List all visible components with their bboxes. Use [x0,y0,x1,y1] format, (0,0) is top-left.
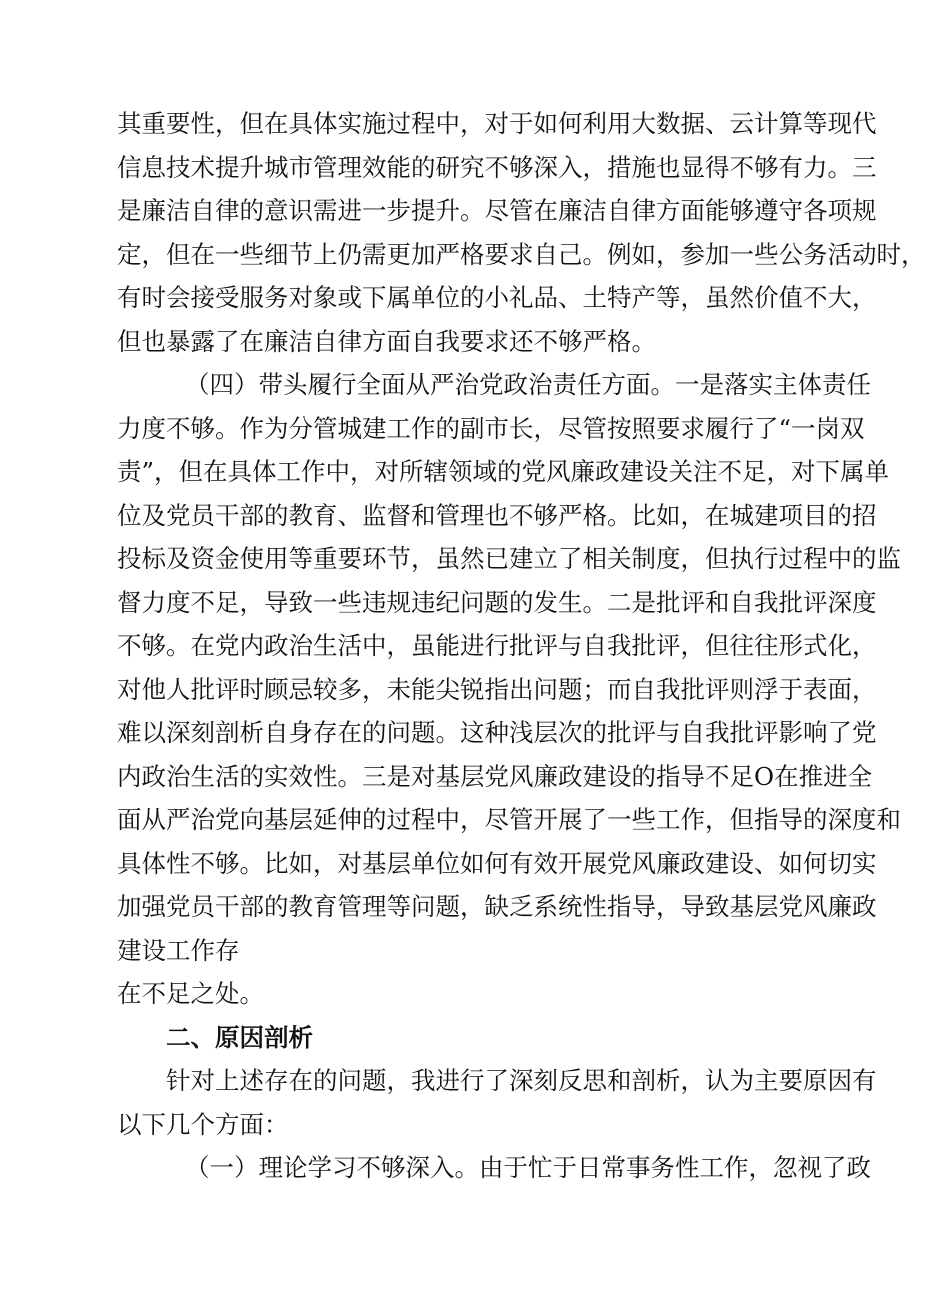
section-heading: 二、原因剖析 [166,1022,313,1052]
text-line: 投标及资金使用等重要环节，虽然已建立了相关制度，但执行过程中的监 [117,544,901,573]
text-line: 是廉洁自律的意识需进一步提升。尽管在廉洁自律方面能够遵守各项规 [117,196,877,225]
text-line: 面从严治党向基层延伸的过程中，尽管开展了一些工作，但指导的深度和 [117,805,901,834]
text-line: 具体性不够。比如，对基层单位如何有效开展党风廉政建设、如何切实 [117,848,877,878]
text-line: 力度不够。作为分管城建工作的副市长，尽管按照要求履行了“一岗双 [117,413,865,443]
document-body [117,102,926,1190]
text-line: 但也暴露了在廉洁自律方面自我要求还不够严格。 [117,326,656,356]
text-line: 对他人批评时顾忌较多，未能尖锐指出问题；而自我批评则浮于表面， [117,674,877,704]
text-line: 有时会接受服务对象或下属单位的小礼品、土特产等，虽然价值不大， [117,283,877,312]
text-line: 信息技术提升城市管理效能的研究不够深入，措施也显得不够有力。三 [117,152,877,182]
paragraph-start-line: （四）带头履行全面从严治党政治责任方面。一是落实主体责任 [185,370,871,399]
text-line: 不够。在党内政治生活中，虽能进行批评与自我批评，但往往形式化， [117,631,877,660]
paragraph-start-line: （一）理论学习不够深入。由于忙于日常事务性工作，忽视了政 [185,1153,871,1182]
text-line: 加强党员干部的教育管理等问题，缺乏系统性指导，导致基层党风廉政 [117,892,877,921]
text-line: 责”，但在具体工作中，对所辖领域的党风廉政建设关注不足，对下属单 [117,457,890,486]
paragraph-start-line: 针对上述存在的问题，我进行了深刻反思和剖析，认为主要原因有 [166,1066,877,1095]
text-line: 督力度不足，导致一些违规违纪问题的发生。二是批评和自我批评深度 [117,587,877,617]
text-line: 定，但在一些细节上仍需更加严格要求自己。例如，参加一些公务活动时， [117,239,926,269]
text-line: 其重要性，但在具体实施过程中，对于如何利用大数据、云计算等现代 [117,109,877,138]
text-line: 以下几个方面： [117,1109,289,1139]
text-line: 建设工作存 [117,935,240,965]
text-line: 内政治生活的实效性。三是对基层党风廉政建设的指导不足O在推进全 [117,761,873,791]
text-line: 在不足之处。 [117,979,264,1008]
text-line: 位及党员干部的教育、监督和管理也不够严格。比如，在城建项目的招 [117,500,877,530]
text-line: 难以深刻剖析自身存在的问题。这种浅层次的批评与自我批评影响了党 [117,718,877,747]
